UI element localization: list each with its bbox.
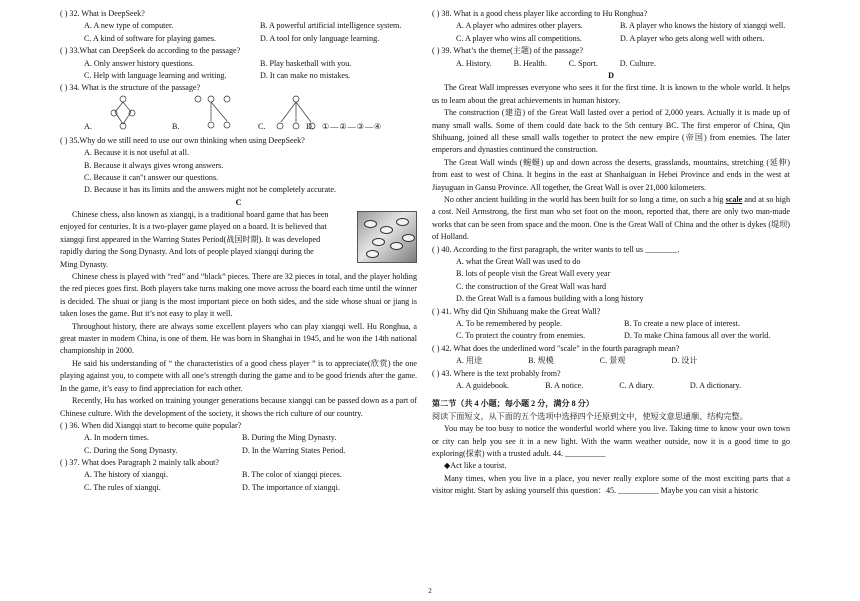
- question-37-options-cd: [60, 482, 417, 494]
- q39-option-b[interactable]: B. Health.: [513, 58, 547, 68]
- q35-option-b[interactable]: B. Because it always gives wrong answers.: [84, 160, 224, 170]
- c-p1-line: Chinese chess, also known as xiangqi, is a traditional board game that has been: [72, 210, 329, 220]
- structure-diagram-c: [272, 95, 322, 135]
- q42-option-d[interactable]: D. 设计: [671, 356, 698, 366]
- q41-option-a[interactable]: A. To be remembered by people.: [456, 318, 563, 328]
- question-41-stem: ( ) 41. Why did Qin Shihuang make the Great Wall?: [432, 306, 601, 316]
- q36-option-d[interactable]: D. In the Warring States Period.: [242, 445, 346, 455]
- q36-option-c[interactable]: C. During the Song Dynasty.: [84, 445, 178, 455]
- passage-c-paragraph-2: Chinese chess is played with “red” and “black” pieces. There are 32 pieces in total, and the player holding the red pieces goes first. Both players take turns making one move across the board each time until the winner is decided. The shuai or jiang is the most important piece on both sides, and the side whose shuai or jiang is taken loses the game. But it’s not easy to play it well.: [60, 272, 417, 319]
- q40-option-b[interactable]: B. lots of people visit the Great Wall every year: [456, 269, 611, 279]
- q39-option-d[interactable]: D. Culture.: [619, 58, 656, 68]
- c-p1-line: rapidly during the Song Dynasty. And lots of people played xiangqi during the: [60, 247, 314, 257]
- q33-option-c[interactable]: C. Help with language learning and writing.: [84, 70, 227, 80]
- passage-d-paragraph-3: The Great Wall winds (蜿蜒) up and down across the deserts, grasslands, mountains, stretching (延伸) from east to west of China. It begins in the east at Shanhaiguan in Hebei Province and ends in the west at Jiayuguan in Gansu Province. All together, the Great Wall is over 21,000 kilometers.: [432, 157, 790, 192]
- passage-d-paragraph-4: [432, 194, 790, 244]
- q35-option-c[interactable]: C. Because it can"t answer our questions.: [84, 172, 219, 182]
- question-38-options-ab: [432, 20, 790, 32]
- section-2-instruction: 阅读下面短文，从下面的五个选项中选择四个还原到文中，使短文意思通顺、结构完整。: [432, 411, 748, 421]
- q42-option-b[interactable]: B. 规模: [528, 356, 554, 366]
- q38-option-d[interactable]: D. A player who gets along well with others.: [620, 33, 765, 43]
- q37-option-c[interactable]: C. The rules of xiangqi.: [84, 482, 161, 492]
- c-p1-line: Ming Dynasty.: [60, 259, 109, 269]
- passage-c-paragraph-3: Throughout history, there are always some excellent players who can play xiangqi well. Hu Ronghua, a great master in modern China, is one of them. He was born in Shanghai in 1945, and he won the 14th national championship in 2000.: [60, 321, 417, 356]
- q32-option-d[interactable]: D. A tool for only language learning.: [260, 33, 380, 43]
- q41-option-b[interactable]: B. To create a new place of interest.: [624, 318, 740, 328]
- question-42-options: [432, 355, 790, 367]
- section-2-paragraph-2: Many times, when you live in a place, you never really explore some of the most exciting parts that a visitor might. Start by asking yourself this question：45. __________ Maybe you can visit a historic: [432, 473, 790, 496]
- passage-d-paragraph-1: The Great Wall impresses everyone who sees it for the first time. It is known to the whole world. It helps us to learn about the great achievements in human history.: [432, 83, 790, 105]
- section-d-heading: D: [608, 70, 614, 80]
- question-38-options-cd: [432, 33, 790, 45]
- question-33-stem: ( ) 33.What can DeepSeek do according to the passage?: [60, 46, 241, 56]
- passage-c-paragraph-1: [60, 209, 417, 271]
- section-2-paragraph-1: You may be too busy to notice the wonderful world where you live. Taking time to know your own town or city can help you see it in a new light. With the warm weather outside, now it is a good time to go exploring(探索) with a trusted adult. 44. __________: [432, 424, 790, 458]
- q36-option-a[interactable]: A. In modern times.: [84, 433, 149, 443]
- q43-option-d[interactable]: D. A dictionary.: [689, 380, 742, 390]
- q39-option-c[interactable]: C. Sport.: [568, 58, 598, 68]
- q38-option-b[interactable]: B. A player who knows the history of xiangqi well.: [620, 21, 786, 31]
- q40-option-c[interactable]: C. the construction of the Great Wall was hard: [456, 281, 607, 291]
- section-c-heading: C: [235, 197, 242, 207]
- q33-option-a[interactable]: A. Only answer history questions.: [84, 58, 195, 68]
- question-39-stem: ( ) 39. What’s the theme(主题) of the passage?: [432, 46, 584, 56]
- question-33-options-ab: [60, 58, 417, 70]
- question-41-options-ab: [432, 318, 790, 330]
- q35-option-d[interactable]: D. Because it has its limits and the answers might not be completely accurate.: [84, 185, 336, 195]
- c-p1-line: enjoyed for centuries. It is a two-player game played on a board. It is believed that: [60, 222, 327, 232]
- q43-option-b[interactable]: B. A notice.: [545, 380, 584, 390]
- question-37-stem: ( ) 37. What does Paragraph 2 mainly talk about?: [60, 458, 219, 468]
- q42-option-c[interactable]: C. 景观: [599, 356, 626, 366]
- q41-option-c[interactable]: C. To protect the country from enemies.: [456, 331, 586, 341]
- question-33-options-cd: [60, 70, 417, 82]
- structure-diagram-b: [190, 95, 236, 135]
- question-35-stem: ( ) 35.Why do we still need to use our own thinking when using DeepSeek?: [60, 135, 305, 145]
- q41-option-d[interactable]: D. To make China famous all over the world.: [624, 331, 771, 341]
- q43-option-c[interactable]: C. A diary.: [619, 380, 654, 390]
- q40-option-d[interactable]: D. the Great Wall is a famous building with a long history: [456, 294, 644, 304]
- q33-option-d[interactable]: D. It can make no mistakes.: [260, 70, 351, 80]
- underlined-word-scale: scale: [725, 195, 743, 204]
- passage-c-paragraph-5: Recently, Hu has worked on training younger generations because xiangqi can be passed down as a part of Chinese culture. With the development of the society, it shows the rich culture of our country.: [60, 396, 417, 418]
- q32-option-c[interactable]: C. A kind of software for playing games.: [84, 33, 216, 43]
- q33-option-b[interactable]: B. Play basketball with you.: [260, 58, 352, 68]
- q32-option-b[interactable]: B. A powerful artificial intelligence system.: [260, 21, 402, 31]
- q39-option-a[interactable]: A. History.: [456, 58, 492, 68]
- question-39-options: [432, 58, 790, 70]
- question-38-stem: ( ) 38. What is a good chess player like according to Hu Ronghua?: [432, 9, 648, 18]
- q34-option-a[interactable]: A.: [84, 121, 92, 131]
- page-number: 2: [428, 587, 432, 595]
- q37-option-a[interactable]: A. The history of xiangqi.: [84, 470, 168, 480]
- passage-d-paragraph-2: The construction (建造) of the Great Wall lasted over a period of 2,000 years. Actually it is made up of many small walls. Some of them could date back to the 5th century BC. The first emperor of China, Qin Shihuang, joined all these small walls together to protect the new empire (帝国) from enemies. The later emperors and dynasties continued the construction.: [432, 108, 790, 155]
- q38-option-c[interactable]: C. A player who wins all competitions.: [456, 33, 582, 43]
- q34-option-d[interactable]: D.: [306, 121, 314, 131]
- section-2-title: 第二节（共 4 小题；每小题 2 分，满分 8 分）: [432, 399, 594, 409]
- q36-option-b[interactable]: B. During the Ming Dynasty.: [242, 433, 337, 443]
- d-p4-post: and at so high a cost. Neil Armstrong, the first man who set foot on the moon, reported that, there are only two man-made works that can be seen from space and the moon. One is the Great Wall of China and the other is dykes (堤坝) of Holland.: [432, 195, 790, 242]
- question-34-stem: ( ) 34. What is the structure of the passage?: [60, 83, 201, 93]
- question-36-options-ab: [60, 432, 417, 444]
- question-43-stem: ( ) 43. Where is the text probably from?: [432, 368, 561, 378]
- q43-option-a[interactable]: A. A guidebook.: [456, 380, 510, 390]
- structure-diagram-a: [104, 95, 144, 135]
- q34-option-c[interactable]: C.: [258, 121, 266, 131]
- left-column: [60, 8, 417, 494]
- d-p4-pre: No other ancient building in the world has been built for so long a time, on such a big: [444, 195, 726, 204]
- question-37-options-ab: [60, 469, 417, 481]
- question-36-options-cd: [60, 445, 417, 457]
- passage-c-paragraph-4: He said his understanding of “ the characteristics of a good chess player ” is to appreciate(欣赏) the one playing against you, to compete with all one’s strength during the game and to be good friends after the game. In the game, it’s easy to find appreciation for each other.: [60, 358, 417, 393]
- xiangqi-photo: [357, 211, 417, 263]
- q42-option-a[interactable]: A. 用途: [456, 356, 483, 366]
- q40-option-a[interactable]: A. what the Great Wall was used to do: [456, 257, 581, 267]
- q38-option-a[interactable]: A. A player who admires other players.: [456, 21, 583, 31]
- question-32-options-ab: [60, 20, 417, 32]
- c-p1-line: xiangqi first appeared in the Warring States Period(战国时期). It was developed: [60, 234, 321, 244]
- question-42-stem: ( ) 42. What does the underlined word "scale" in the fourth paragraph mean?: [432, 343, 680, 353]
- question-34-diagrams: [60, 95, 417, 135]
- right-column: [432, 8, 790, 498]
- section-2-bullet: ◆Act like a tourist.: [444, 461, 507, 471]
- q34-option-b[interactable]: B.: [172, 121, 180, 131]
- structure-chain-d: ①—②—③—④: [322, 121, 383, 131]
- q37-option-b[interactable]: B. The color of xiangqi pieces.: [242, 470, 342, 480]
- question-43-options: [432, 380, 790, 392]
- question-40-stem: ( ) 40. According to the first paragraph, the writer wants to tell us ________.: [432, 244, 680, 254]
- question-32-stem: ( ) 32. What is DeepSeek?: [60, 9, 145, 18]
- question-36-stem: ( ) 36. When did Xiangqi start to become quite popular?: [60, 420, 242, 430]
- q37-option-d[interactable]: D. The importance of xiangqi.: [242, 482, 340, 492]
- q32-option-a[interactable]: A. A new type of computer.: [84, 21, 174, 31]
- q35-option-a[interactable]: A. Because it is not useful at all.: [84, 148, 189, 158]
- question-41-options-cd: [432, 330, 790, 342]
- question-32-options-cd: [60, 33, 417, 45]
